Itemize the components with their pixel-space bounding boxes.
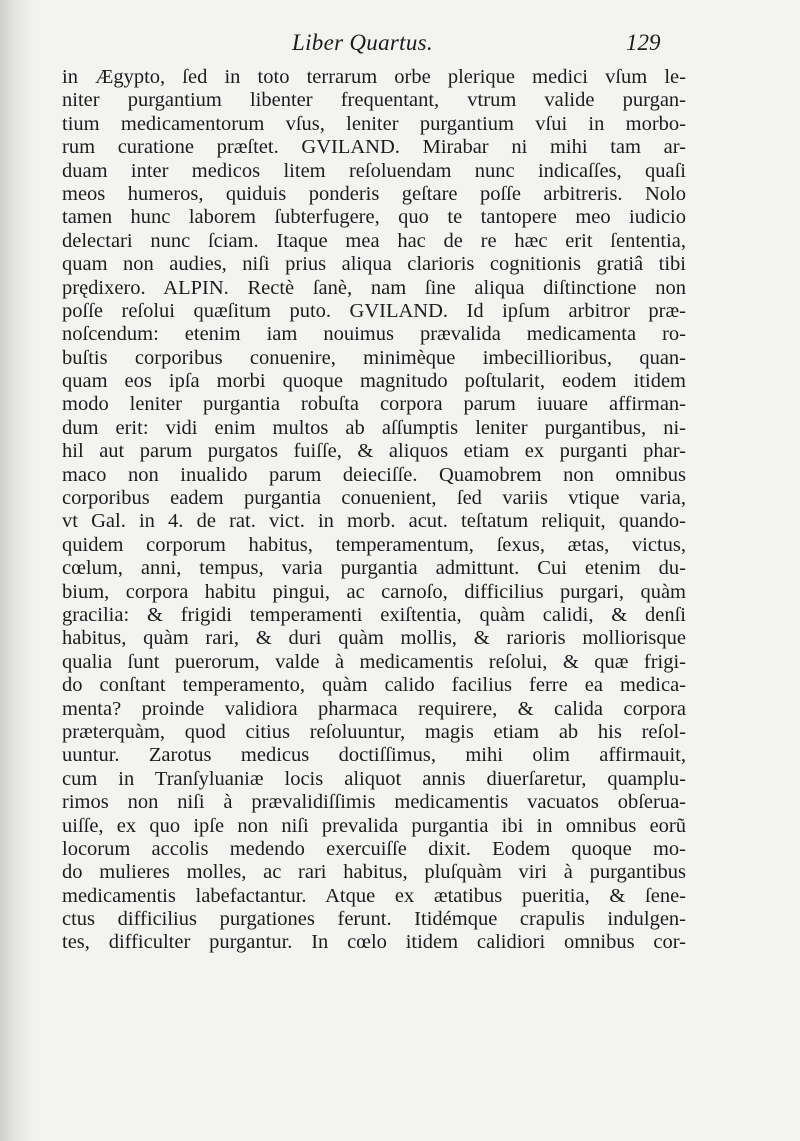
text-line: medicamentis labefactantur. Atque ex ætatibus pueritia, & ſene- [62,884,686,907]
running-title: Liber Quartus. [292,30,433,55]
text-line: do mulieres molles, ac rari habitus, pluſquàm viri à purgantibus [62,861,686,884]
text-line: rimos non niſi à prævalidiſſimis medicamentis vacuatos obſerua- [62,791,686,814]
text-line: uuntur. Zarotus medicus doctiſſimus, mihi olim affirmauit, [62,744,686,767]
text-line: habitus, quàm rari, & duri quàm mollis, & rarioris molliorisque [62,627,686,650]
text-line: do conſtant temperamento, quàm calido facilius ferre ea medica- [62,674,686,697]
text-line: menta? proinde validiora pharmaca requirere, & calida corpora [62,697,686,720]
text-line: prędixero. ALPIN. Rectè ſanè, nam ſine aliqua diſtinctione non [62,276,686,299]
text-block [62,66,686,955]
text-line: niter purgantium libenter frequentant, vtrum valide purgan- [62,89,686,112]
text-line: in Ægypto, ſed in toto terrarum orbe plerique medici vſum le- [62,66,686,88]
text-line: quam non audies, niſi prius aliqua clarioris cognitionis gratiâ tibi [62,253,686,276]
text-line: ctus difficilius purgationes ferunt. Itidémque crapulis indulgen- [62,908,686,931]
text-line: maco non inualido parum deieciſſe. Quamobrem non omnibus [62,463,686,486]
text-line: uiſſe, ex quo ipſe non niſi prevalida purgantia ibi in omnibus eorũ [62,814,686,837]
text-line: præterquàm, quod citius reſoluuntur, magis etiam ab his reſol- [62,720,686,743]
gutter-shadow [0,0,34,1141]
text-line: locorum accolis medendo exercuiſſe dixit. Eodem quoque mo- [62,837,686,860]
text-line: quidem corporum habitus, temperamentum, ſexus, ætas, victus, [62,533,686,556]
text-line: qualia ſunt puerorum, valde à medicamentis reſolui, & quæ frigi- [62,650,686,673]
text-line: tes, difficulter purgantur. In cœlo itidem calidiori omnibus cor- [62,931,686,954]
text-line: hil aut parum purgatos fuiſſe, & aliquos etiam ex purganti phar- [62,440,686,463]
text-line: vt Gal. in 4. de rat. vict. in morb. acut. teſtatum reliquit, quando- [62,510,686,533]
text-line: dum erit: vidi enim multos ab aſſumptis leniter purgantibus, ni- [62,416,686,439]
text-line: quam eos ipſa morbi quoque magnitudo poſtularit, eodem itidem [62,370,686,393]
text-line: cœlum, anni, tempus, varia purgantia admittunt. Cui etenim du- [62,557,686,580]
text-line: corporibus eadem purgantia conuenient, ſed variis vtique varia, [62,487,686,510]
text-line: buſtis corporibus conuenire, minimèque imbecillioribus, quan- [62,346,686,369]
text-line: modo leniter purgantia robuſta corpora parum iuuare affirman- [62,393,686,416]
text-line: bium, corpora habitu pingui, ac carnoſo, difficilius purgari, quàm [62,580,686,603]
text-line: noſcendum: etenim iam nouimus prævalida medicamenta ro- [62,323,686,346]
text-line: poſſe reſolui quæſitum puto. GVILAND. Id ipſum arbitror præ- [62,299,686,322]
page-number: 129 [626,30,661,55]
text-line: delectari nunc ſciam. Itaque mea hac de re hæc erit ſententia, [62,229,686,252]
text-line: meos humeros, quiduis ponderis geſtare poſſe arbitreris. Nolo [62,182,686,205]
text-line: rum curatione præſtet. GVILAND. Mirabar ni mihi tam ar- [62,136,686,159]
text-line: tamen hunc laborem ſubterfugere, quo te tantopere meo iudicio [62,206,686,229]
text-line: duam inter medicos litem reſoluendam nunc indicaſſes, quaſi [62,159,686,182]
bleed-through-marginalia [708,440,800,1140]
text-line: gracilia: & frigidi temperamenti exiſtentia, quàm calidi, & denſi [62,603,686,626]
text-line: cum in Tranſyluaniæ locis aliquot annis diuerſaretur, quamplu- [62,767,686,790]
text-line: tium medicamentorum vſus, leniter purgantium vſui in morbo- [62,112,686,135]
